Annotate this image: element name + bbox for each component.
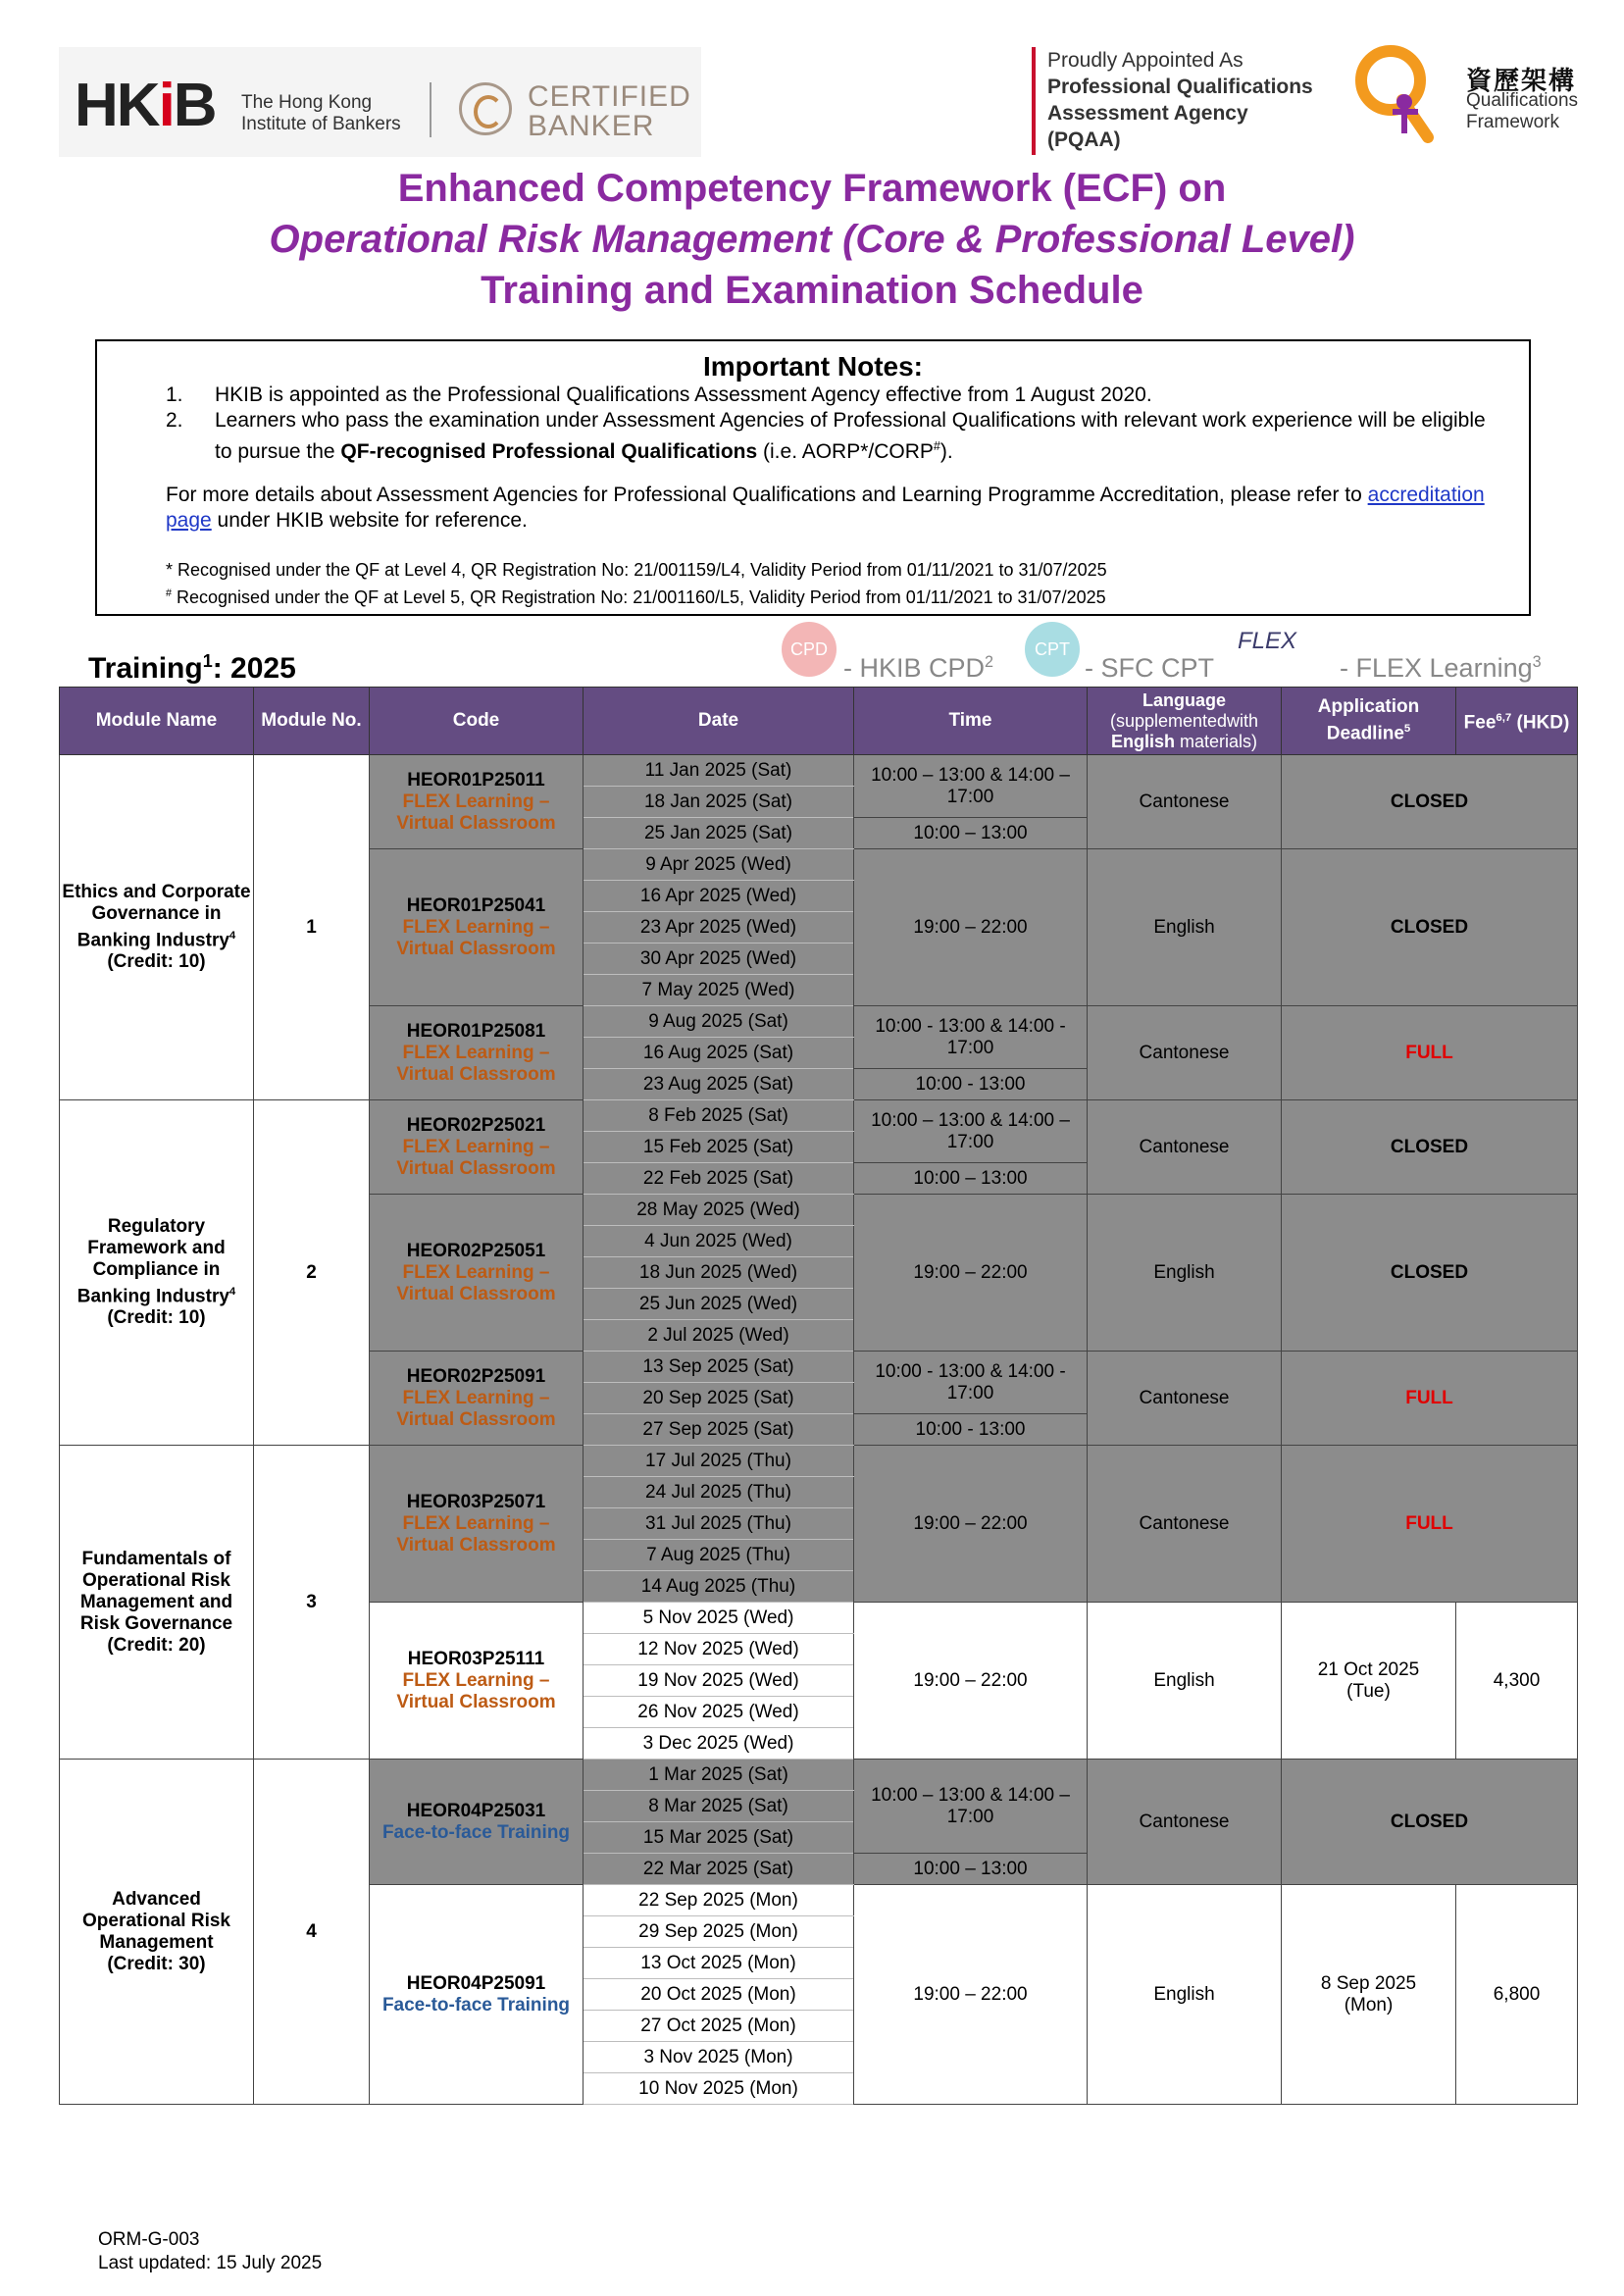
- training-schedule-table: [59, 687, 1578, 2105]
- class-date: 15 Mar 2025 (Sat): [584, 1822, 854, 1854]
- class-status-cell: [1282, 755, 1578, 849]
- class-time: 19:00 – 22:00: [854, 1195, 1088, 1352]
- class-date: 2 Jul 2025 (Wed): [584, 1320, 854, 1352]
- class-time: 10:00 – 13:00 & 14:00 – 17:00: [854, 1100, 1088, 1163]
- cpd-legend-label: - HKIB CPD$^2$: [843, 653, 994, 683]
- class-date: 28 May 2025 (Wed): [584, 1195, 854, 1226]
- class-date: 8 Mar 2025 (Sat): [584, 1791, 854, 1822]
- class-date: 24 Jul 2025 (Thu): [584, 1477, 854, 1508]
- class-date: 20 Oct 2025 (Mon): [584, 1979, 854, 2011]
- class-date: 18 Jun 2025 (Wed): [584, 1257, 854, 1289]
- page-title-line2: Operational Risk Management (Core & Professional Level): [269, 218, 1355, 261]
- class-date: 10 Nov 2025 (Mon): [584, 2073, 854, 2105]
- status-badge: CLOSED: [1390, 1136, 1469, 1157]
- class-code: HEOR03P25071: [406, 1491, 546, 1512]
- class-date: 25 Jun 2025 (Wed): [584, 1289, 854, 1320]
- class-date: 9 Apr 2025 (Wed): [584, 849, 854, 881]
- col-header-deadline: Application Deadline$^5$: [1282, 688, 1456, 755]
- class-date: 12 Nov 2025 (Wed): [584, 1634, 854, 1665]
- class-status-cell: [1282, 1100, 1578, 1195]
- more-details-note: For more details about Assessment Agencies for Professional Qualifications and Learning Programme Accreditation, please refer to accreditation page under HKIB website for reference.: [166, 484, 1485, 532]
- class-code: HEOR04P25091: [406, 1972, 546, 1994]
- document-code: ORM-G-003: [98, 2229, 200, 2250]
- status-badge: CLOSED: [1390, 916, 1469, 938]
- last-updated: Last updated: 15 July 2025: [98, 2253, 323, 2273]
- status-badge: FULL: [1405, 1042, 1453, 1063]
- class-language: English: [1088, 1885, 1282, 2105]
- class-time: 10:00 – 13:00 & 14:00 – 17:00: [854, 1760, 1088, 1854]
- class-date: 25 Jan 2025 (Sat): [584, 818, 854, 849]
- certified-banker-seal-icon: [459, 82, 512, 135]
- class-date: 30 Apr 2025 (Wed): [584, 944, 854, 975]
- class-date: 3 Nov 2025 (Mon): [584, 2042, 854, 2073]
- class-date: 7 Aug 2025 (Thu): [584, 1540, 854, 1571]
- hkib-certified-banker-logo: [59, 47, 701, 157]
- class-code: HEOR04P25031: [406, 1800, 546, 1821]
- class-date: 4 Jun 2025 (Wed): [584, 1226, 854, 1257]
- pqaa-divider: [1032, 47, 1036, 155]
- class-date: 13 Oct 2025 (Mon): [584, 1948, 854, 1979]
- class-date: 27 Sep 2025 (Sat): [584, 1414, 854, 1446]
- class-time: 10:00 – 13:00 & 14:00 – 17:00: [854, 755, 1088, 818]
- cpt-icon: CPT: [1025, 622, 1080, 677]
- class-date: 16 Aug 2025 (Sat): [584, 1038, 854, 1069]
- flex-learning-label: FLEX Learning – Virtual Classroom: [396, 1512, 556, 1556]
- training-title: Training$^1$: 2025: [88, 651, 296, 685]
- class-date: 14 Aug 2025 (Thu): [584, 1571, 854, 1603]
- hkib-name: The Hong Kong Institute of Bankers: [241, 92, 401, 134]
- flex-learning-label: FLEX Learning – Virtual Classroom: [396, 791, 556, 834]
- class-time: 19:00 – 22:00: [854, 1446, 1088, 1603]
- face-to-face-label: Face-to-face Training: [381, 1821, 571, 1843]
- class-code: HEOR01P25011: [407, 769, 545, 791]
- notes-heading: Important Notes:: [703, 351, 923, 382]
- face-to-face-label: Face-to-face Training: [381, 1994, 571, 2015]
- class-date: 15 Feb 2025 (Sat): [584, 1132, 854, 1163]
- class-date: 17 Jul 2025 (Thu): [584, 1446, 854, 1477]
- class-date: 11 Jan 2025 (Sat): [584, 755, 854, 787]
- application-deadline: 21 Oct 2025 (Tue): [1282, 1603, 1456, 1760]
- class-time: 10:00 - 13:00 & 14:00 - 17:00: [854, 1352, 1088, 1414]
- class-date: 22 Mar 2025 (Sat): [584, 1854, 854, 1885]
- class-language: Cantonese: [1088, 1760, 1282, 1885]
- class-language: Cantonese: [1088, 1100, 1282, 1195]
- class-date: 22 Feb 2025 (Sat): [584, 1163, 854, 1195]
- class-time-last-day: 10:00 – 13:00: [854, 1854, 1088, 1885]
- flex-learning-label: FLEX Learning – Virtual Classroom: [396, 916, 556, 959]
- class-date: 20 Sep 2025 (Sat): [584, 1383, 854, 1414]
- class-date: 5 Nov 2025 (Wed): [584, 1603, 854, 1634]
- status-badge: CLOSED: [1390, 1261, 1469, 1283]
- class-date: 1 Mar 2025 (Sat): [584, 1760, 854, 1791]
- class-date: 22 Sep 2025 (Mon): [584, 1885, 854, 1916]
- class-date: 9 Aug 2025 (Sat): [584, 1006, 854, 1038]
- class-code: HEOR03P25111: [407, 1648, 545, 1669]
- class-date: 13 Sep 2025 (Sat): [584, 1352, 854, 1383]
- accreditation-page-link[interactable]: accreditation page: [166, 484, 1485, 532]
- class-date: 18 Jan 2025 (Sat): [584, 787, 854, 818]
- class-language: English: [1088, 1195, 1282, 1352]
- module-name: Regulatory Framework and Compliance in Banking Industry: [76, 1215, 229, 1307]
- table-row: [60, 1100, 1578, 1132]
- class-code: HEOR02P25051: [406, 1240, 546, 1261]
- class-code-cell: [370, 1195, 584, 1352]
- module-credit: (Credit: 10): [107, 951, 206, 973]
- module-footnote: 4: [228, 929, 236, 942]
- cpd-icon: CPD: [782, 622, 837, 677]
- table-header-row: [60, 688, 1578, 755]
- class-language: Cantonese: [1088, 1446, 1282, 1603]
- class-code-cell: [370, 1352, 584, 1446]
- class-language: Cantonese: [1088, 1352, 1282, 1446]
- col-header-date: Date: [584, 688, 854, 755]
- module-footnote: 4: [228, 1285, 236, 1298]
- note-1: 1. HKIB is appointed as the Professional Qualifications Assessment Agency effective from 1 August 2020.: [166, 383, 1152, 406]
- class-language: English: [1088, 849, 1282, 1006]
- class-code-cell: [370, 1603, 584, 1760]
- footnote-level4: * Recognised under the QF at Level 4, QR Registration No: 21/001159/L4, Validity Period from 01/11/2021 to 31/07/2025: [166, 560, 1107, 580]
- class-date: 27 Oct 2025 (Mon): [584, 2011, 854, 2042]
- class-date: 19 Nov 2025 (Wed): [584, 1665, 854, 1697]
- table-row: [60, 755, 1578, 787]
- class-time: 19:00 – 22:00: [854, 1885, 1088, 2105]
- module-credit: (Credit: 10): [107, 1307, 206, 1329]
- class-status-cell: [1282, 1195, 1578, 1352]
- class-time-last-day: 10:00 - 13:00: [854, 1414, 1088, 1446]
- module-credit: (Credit: 20): [107, 1634, 206, 1656]
- status-badge: FULL: [1405, 1512, 1453, 1534]
- cpt-legend-label: - SFC CPT: [1085, 653, 1214, 683]
- class-date: 23 Apr 2025 (Wed): [584, 912, 854, 944]
- qualifications-framework-logo-icon: [1344, 39, 1440, 149]
- module-no-cell: 2: [254, 1100, 370, 1446]
- status-badge: CLOSED: [1390, 791, 1469, 812]
- module-no-cell: 3: [254, 1446, 370, 1760]
- flex-learning-label: FLEX Learning – Virtual Classroom: [396, 1387, 556, 1430]
- module-name-cell: [60, 1760, 254, 2105]
- class-fee: 4,300: [1456, 1603, 1578, 1760]
- class-code: HEOR01P25041: [406, 894, 546, 916]
- class-date: 23 Aug 2025 (Sat): [584, 1069, 854, 1100]
- class-status-cell: [1282, 1446, 1578, 1603]
- flex-learning-label: FLEX Learning – Virtual Classroom: [396, 1261, 556, 1304]
- table-body: [60, 755, 1578, 2105]
- class-code-cell: [370, 1885, 584, 2105]
- class-time: 10:00 - 13:00 & 14:00 - 17:00: [854, 1006, 1088, 1069]
- module-credit: (Credit: 30): [107, 1953, 206, 1974]
- col-header-code: Code: [370, 688, 584, 755]
- qf-english-name: Qualifications Framework: [1466, 90, 1579, 132]
- flex-legend-label: - FLEX Learning$^3$: [1340, 653, 1542, 683]
- module-no-cell: 1: [254, 755, 370, 1100]
- module-name-cell: [60, 755, 254, 1100]
- class-date: 26 Nov 2025 (Wed): [584, 1697, 854, 1728]
- class-time-last-day: 10:00 – 13:00: [854, 1163, 1088, 1195]
- table-row: [60, 1760, 1578, 1791]
- class-time-last-day: 10:00 - 13:00: [854, 1069, 1088, 1100]
- class-code: HEOR01P25081: [406, 1020, 546, 1042]
- hkib-logo: HKiB: [75, 72, 216, 139]
- flex-learning-label: FLEX Learning – Virtual Classroom: [396, 1042, 556, 1085]
- class-fee: 6,800: [1456, 1885, 1578, 2105]
- class-date: 29 Sep 2025 (Mon): [584, 1916, 854, 1948]
- class-code-cell: [370, 1446, 584, 1603]
- col-header-language: Language (supplementedwith English materials): [1088, 688, 1282, 755]
- important-notes-box: [95, 339, 1531, 616]
- flex-learning-icon: FLEX: [1238, 628, 1297, 654]
- module-name: Ethics and Corporate Governance in Banking Industry: [62, 881, 251, 951]
- module-name-cell: [60, 1446, 254, 1760]
- table-row: [60, 1446, 1578, 1477]
- module-name: Fundamentals of Operational Risk Management and Risk Governance: [79, 1548, 233, 1634]
- class-date: 3 Dec 2025 (Wed): [584, 1728, 854, 1760]
- col-header-time: Time: [854, 688, 1088, 755]
- class-language: English: [1088, 1603, 1282, 1760]
- class-status-cell: [1282, 1006, 1578, 1100]
- class-status-cell: [1282, 849, 1578, 1006]
- col-header-fee: Fee$^{6,7}$ (HKD): [1456, 688, 1578, 755]
- flex-learning-label: FLEX Learning – Virtual Classroom: [396, 1669, 556, 1712]
- class-code-cell: [370, 1760, 584, 1885]
- class-code-cell: [370, 1006, 584, 1100]
- col-header-module-no: Module No.: [254, 688, 370, 755]
- class-code-cell: [370, 1100, 584, 1195]
- class-status-cell: [1282, 1352, 1578, 1446]
- logo-divider: [430, 82, 431, 137]
- col-header-module-name: Module Name: [60, 688, 254, 755]
- document-footer: [98, 2228, 322, 2275]
- certified-banker-text: CERTIFIED BANKER: [528, 80, 691, 142]
- class-code-cell: [370, 849, 584, 1006]
- module-name: Advanced Operational Risk Management: [82, 1888, 230, 1953]
- page-title-line1: Enhanced Competency Framework (ECF) on: [397, 167, 1227, 210]
- note-2: 2. Learners who pass the examination under Assessment Agencies of Professional Qualifications with relevant work experience will be eligible to pursue the QF-recognised Professional Qualifications (i.e. AORP*/CORP#).: [166, 409, 1486, 463]
- class-date: 7 May 2025 (Wed): [584, 975, 854, 1006]
- status-badge: FULL: [1405, 1387, 1453, 1408]
- footnote-level5: # Recognised under the QF at Level 5, QR Registration No: 21/001160/L5, Validity Period from 01/11/2021 to 31/07/2025: [166, 587, 1106, 607]
- class-code: HEOR02P25091: [406, 1365, 546, 1387]
- pqaa-statement: Proudly Appointed As Professional Qualifications Assessment Agency (PQAA): [1047, 49, 1313, 151]
- page-title-line3: Training and Examination Schedule: [481, 269, 1143, 312]
- class-status-cell: [1282, 1760, 1578, 1885]
- class-code: HEOR02P25021: [406, 1114, 546, 1136]
- class-time: 19:00 – 22:00: [854, 849, 1088, 1006]
- flex-learning-label: FLEX Learning – Virtual Classroom: [396, 1136, 556, 1179]
- status-badge: CLOSED: [1390, 1811, 1469, 1832]
- class-time-last-day: 10:00 – 13:00: [854, 818, 1088, 849]
- class-date: 8 Feb 2025 (Sat): [584, 1100, 854, 1132]
- module-no-cell: 4: [254, 1760, 370, 2105]
- class-time: 19:00 – 22:00: [854, 1603, 1088, 1760]
- application-deadline: 8 Sep 2025 (Mon): [1282, 1885, 1456, 2105]
- class-language: Cantonese: [1088, 1006, 1282, 1100]
- qf-chinese-name: 資歷架構: [1466, 66, 1577, 95]
- class-code-cell: [370, 755, 584, 849]
- module-name-cell: [60, 1100, 254, 1446]
- class-language: Cantonese: [1088, 755, 1282, 849]
- class-date: 16 Apr 2025 (Wed): [584, 881, 854, 912]
- class-date: 31 Jul 2025 (Thu): [584, 1508, 854, 1540]
